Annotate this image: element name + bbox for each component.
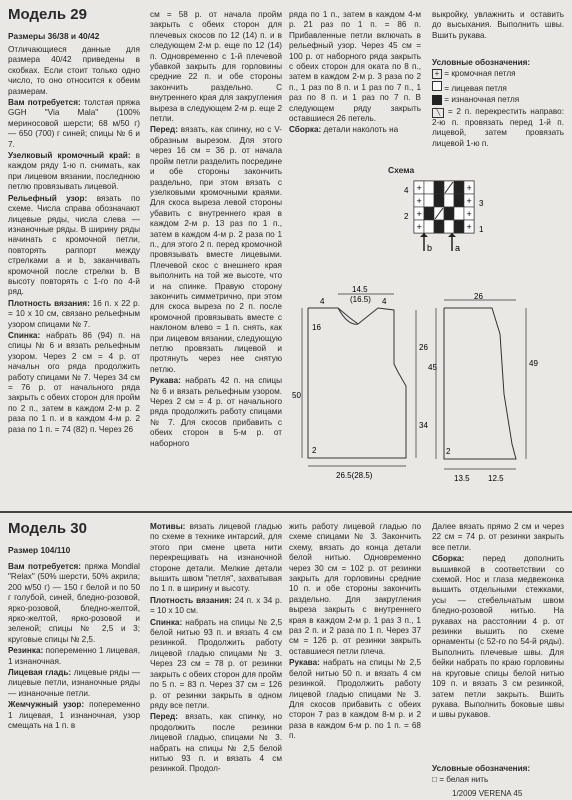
model-29-column-4 [432,10,564,42]
dim-right-upper: 26 [419,343,428,352]
m29-paragraph [8,299,140,330]
paragraph-heading: Мотивы: [150,522,186,531]
paragraph-heading: Рукава: [289,658,320,668]
m30-paragraph [150,712,282,774]
paragraph-heading: Рукава: [150,376,181,386]
paragraph-text: набрать на спицы № 2,5 белой нитью 50 п. и вязать 4 см резинкой. Продолжить работу лицевой гладью спицами № 3. Для скосов прибавить с обеих сторон 7 раз в каждом 8-м р. и 2 раза в каждом 6-м р. по 1 п. = 68 п. [289,658,421,741]
edge-stitch-icon: + [432,69,442,79]
chart-cell [424,194,434,207]
model-29-column-3 [289,10,421,137]
section-divider [0,511,572,513]
chart-edge-mark: + [466,209,472,219]
knit-stitch-icon [432,81,442,91]
model-29-title: Модель 29 [8,6,87,23]
knitting-chart [402,177,502,267]
legend-item-white: □ = белая нить [432,775,489,785]
paragraph-text: выкройку, увлажнить и оставить до высыхания. Выполнить швы. Вшить рукава. [432,10,564,40]
paragraph-text: ряда по 1 п., затем в каждом 4-м р. 21 раз по 1 п. = 86 п. Прибавленные петли включать в рельефный узор. Через 45 см = 100 р. от наборного ряда закрыть с обеих сторон для оката по 8 п., затем в каждом 2-м р. 3 раза по 2 п., 1 раз по 8 п. и 1 раз по 7 п., 1 раз по 8 п. и 1 раз по 7 п. В следующем ряду закрыть оставшиеся 26 петель. [289,10,421,124]
paragraph-text: вязать, как спинку, но продолжить после резинки лицевой гладью, спицами № 3. набрать на спицы № 2,5 белой нитью 93 п. и вязать 4 см резинкой. Продол- [150,712,282,774]
chart-edge-mark: + [466,196,472,206]
m30-paragraph [150,522,282,595]
dim-left-full: 50 [292,391,301,400]
m30-paragraph [432,522,564,553]
paragraph-text: Отличающиеся данные для размера 40/42 приведены в скобках. Если стоит только одно число, то оно относится к обеим размерам. [8,45,140,96]
paragraph-text: Далее вязать прямо 2 см и через 22 см = 74 р. от резинки закрыть все петли. [432,522,564,552]
chart-edge-mark: + [416,183,422,193]
m30-paragraph [150,618,282,712]
m30-paragraph [289,658,421,741]
row-label-3: 3 [479,199,484,208]
chart-cell [434,220,444,233]
arrow-label-a: a [455,243,461,253]
paragraph-heading: Плотность вязания: [8,298,90,308]
paragraph-heading: Вам потребуется: [8,562,81,571]
model-30-column-1 [8,562,140,733]
sleeve-pattern-outline [444,308,516,459]
cross-right-icon: ╲ [432,108,444,118]
dim-sleeve-bottom-right: 12.5 [488,474,504,483]
sleeve-pattern-diagram [428,292,562,494]
paragraph-text: лицевые ряды — лицевые петли, изнаночные ряды — изнаночные петли. [8,668,140,698]
model-30-title: Модель 30 [8,520,87,537]
paragraph-heading: Рельефный узор: [8,193,88,203]
body-pattern-outline [308,308,406,458]
model-29-column-2 [150,10,282,450]
chart-cell [434,194,444,207]
paragraph-text: детали наколоть на [321,125,399,135]
row-label-1: 1 [479,225,484,234]
model-30-sizes: Размер 104/110 [8,545,71,555]
paragraph-text: попеременно 1 лицевая, 1 изнаночная, узор смещать на 1 п. в [8,700,141,731]
paragraph-text: вязать лицевой гладью по схеме в технике интарсий, для этого при смене цвета нити перекрещивать на изнаночной стороне детали. Мелкие детали вышить швом "петля", захватывая по 1 п. в ширину и высоту. [150,522,282,594]
dim-sleeve-small: 2 [446,447,451,456]
m29-paragraph [150,10,282,124]
legend-item-knit: = лицевая петля [432,81,564,94]
dim-sleeve-bottom-left: 13.5 [454,474,470,483]
chart-cell [454,194,464,207]
model-29-column-1 [8,45,140,436]
m30-paragraph [8,562,140,645]
paragraph-text: см = 58 р. от начала пройм закрыть с обеих сторон для плечевых скосов по 12 (14) п. и в следующем 2-м р. еще по 12 (14) п. Одновременно с 1-й плечевой убавкой закрыть для горловины средние 22 п. и обе стороны закончить раздельно. С внутреннего края для закругления выреза в следующем 2-м р. еще 2 петли. [150,10,282,124]
m30-paragraph [8,668,140,699]
paragraph-heading: Сборка: [289,125,322,135]
chart-edge-mark: + [416,222,422,232]
dim-top-total: 14.5 [352,285,368,294]
model-29-sizes: Размеры 36/38 и 40/42 [8,31,100,41]
m29-paragraph [150,125,282,375]
dim-sleeve-right: 49 [529,359,538,368]
paragraph-text: набрать 86 (94) п. на спицы № 6 и вязать рельефным узором. Через 2 см = 4 р. от начальн ого ряда продолжить работу спицами № 7. Через 34 см = 76 р. от начального ряда закрыть с обеих сторон для пройм по 2 п., затем в каждом 2-м р. 2 раза по 1 п. и в каждом 4-м р. 2 раза по 1 п. = 74 (82) п. Через 26 [8,330,140,434]
chart-cell [454,207,464,220]
model-30-column-4 [432,522,564,722]
m29-paragraph [289,125,421,135]
chart-cell [444,207,454,220]
chart-cell [424,181,434,194]
paragraph-heading: Узелковый кромочный край: [8,151,131,161]
chart-cell [444,220,454,233]
paragraph-heading: Плотность вязания: [150,595,232,605]
chart-cell [454,220,464,233]
chart-cell [454,181,464,194]
dim-sleeve-top: 26 [474,292,483,301]
arrow-label-b: b [427,243,433,253]
m29-paragraph [8,98,140,150]
schema-title: Схема [388,165,415,175]
row-label-2: 2 [404,212,409,221]
dim-left-mid: 16 [312,323,321,332]
paragraph-text: жить работу лицевой гладью по схеме спицами № 3. Закончить схему, вязать до конца детали белой нитью. Одновременно через 30 см = 102 р. от резинки закрыть для горловины средние 10 п. и обе стороны закончить раздельно. Для закругления выреза закрыть с внутреннего края в каждом 2-м р. 1 раз 3 п., 1 раз 2 п. и 2 раза по 1 п. Через 37 см = 126 р. от резинки закрыть оставшиеся петли плеча. [289,522,421,656]
paragraph-heading: Спинка: [8,330,41,340]
legend-item-cross-right: ╲ = 2 п. перекрестить направо: 2-ю п. провязать перед 1-й п. лицевой, затем провязать лицевой 1-ю п. [432,106,564,148]
dim-bottom: 26.5(28.5) [336,471,373,480]
m29-paragraph [150,376,282,449]
m30-paragraph [289,522,421,657]
dim-top-left: 4 [320,297,325,306]
row-label-4: 4 [404,186,409,195]
chart-edge-mark: + [416,209,422,219]
m29-paragraph [8,194,140,298]
chart-edge-mark: + [416,196,422,206]
dim-right-lower: 34 [419,421,428,430]
paragraph-heading: Сборка: [432,554,465,564]
chart-cell [424,220,434,233]
paragraph-heading: Спинка: [150,617,183,627]
legend-item-edge: + = кромочная петля [432,69,564,79]
model-30-column-3 [289,522,421,743]
chart-cell [434,181,444,194]
chart-cells [414,181,474,233]
legend-title: Условные обозначения: [432,58,531,67]
chart-cell [444,194,454,207]
dim-top-paren: (16.5) [350,295,371,304]
legend-item-purl: = изнаночная петля [432,95,564,106]
legend-title-30: Условные обозначения: [432,764,531,773]
m29-paragraph [8,331,140,435]
paragraph-text: пряжа Mondial "Relax" (50% шерсти, 50% акрила; 200 м/50 г) — 150 г белой и по 50 г голубой, синей, бледно-розовой, ярко-розовой, бледно-желтой, ярко-желтой, ярко-розовой и зеленой; спицы № 2,5 и 3; круговые спицы № 2,5. [8,562,140,644]
paragraph-text: в каждом ряду 1-ю п. снимать, как при лицевом вязании, последнюю петлю провязывать лицевой. [8,151,141,192]
model-30-column-2 [150,522,282,776]
paragraph-heading: Перед: [150,712,178,722]
paragraph-text: набрать на спицы № 2,5 белой нитью 93 п. и вязать 4 см резинкой. Продолжить работу лицевой гладью спицами № 3. Через 23 см = 78 р. от резинки закрыть с обеих сторон для пройм по 5 п. = 83 п. Через 37 см = 126 р. от резинки закрыть в одном ряду все петли. [150,617,282,710]
paragraph-text: 16 п. х 22 р. = 10 х 10 см, связано рельефным узором спицами № 7. [8,298,140,329]
paragraph-heading: Вам потребуется: [8,98,81,108]
m30-paragraph [8,646,140,667]
paragraph-text: вязать, как спинку, но с V-образным вырезом. Для этого через 16 см = 36 р. от начала пройм петли разделить посредине и обе стороны закончить раздельно, при этом вязать с узелковыми кромочными краями. Для скоса выреза левой стороны убавить с внутреннего края в каждом 2-м р. 13 раз по 1 п., затем в каждом 4-м р. 2 раза по 1 п., для этого 2 п. перед кромочной провязывать вместе лицевыми. Плечевой скос с внешнего края выполнить на той же высоте, что и на спинке. Правую сторону закончить симметрично, при этом для скоса выреза по 2 п. после кромочной провязывать вместе с наклоном влево = 1 п. снять, как при лицевом вязании, следующую петлю провязать лицевой и протянуть через нее снятую петлю. [150,125,282,374]
chart-cell [424,207,434,220]
m29-paragraph [8,151,140,193]
paragraph-heading: Жемчужный узор: [8,700,85,710]
paragraph-heading: Резинка: [8,646,44,656]
paragraph-text: вязать по схеме. Числа справа обозначают лицевые ряды, числа слева — изнаночные ряды. В ширину ряды начинать с кромочной петли, повторять раппорт между стрелками а и b, заканчивать кромочной после стрелки b. В высоту повторять с 1-го по 4-й ряд. [8,193,140,297]
m29-paragraph [8,45,140,97]
m30-paragraph [150,596,282,617]
paragraph-heading: Перед: [150,125,178,135]
m30-paragraph [8,700,140,731]
paragraph-heading: Лицевая гладь: [8,668,72,678]
chart-edge-mark: + [466,222,472,232]
paragraph-text: толстая пряжа GGH "Via Mala" (100% мериносовой шерсти; 68 м/50 г) — 650 (700) г синей; спицы № 6 и 7. [8,98,140,149]
dim-left-small: 2 [312,446,317,455]
paragraph-text: попеременно 1 лицевая, 1 изнаночная. [8,646,140,666]
m29-paragraph [432,10,564,41]
m30-paragraph [432,554,564,721]
paragraph-text: 24 п. х 34 р. = 10 х 10 см. [150,595,282,616]
model-29-legend [432,58,564,150]
body-pattern-diagram [292,285,438,488]
chart-edge-mark: + [466,183,472,193]
page-footer: 1/2009 VERENA 45 [452,789,523,798]
model-30-legend [432,764,564,787]
m29-paragraph [289,10,421,124]
dim-sleeve-left: 45 [428,363,437,372]
purl-stitch-icon [432,95,442,105]
paragraph-text: перед дополнить вышивкой в соответствии со схемой. Нос и глаза медвежонка вышить отдельными стежками, усы — стебельчатым швом бледно-розовой нитью. На рукавах на расстоянии 4 р. от резинки вышить по схеме орнаменты (с 52-го по 54-й ряды). Выполнить плечевые швы. Для бейки набрать по краю горловины на круговые спицы белой нитью 109 п. и вязать 3 см резинкой, затем петли закрыть. Вшить рукава. Выполнить боковые швы и швы рукавов. [432,554,564,720]
paragraph-text: набрать 42 п. на спицы № 6 и вязать рельефным узором. Через 2 см = 4 р. от начального ряда продолжить работу спицами № 7. Для скосов прибавить с обеих сторон в 5-м р. от наборного [150,376,282,448]
dim-top-right: 4 [382,297,387,306]
